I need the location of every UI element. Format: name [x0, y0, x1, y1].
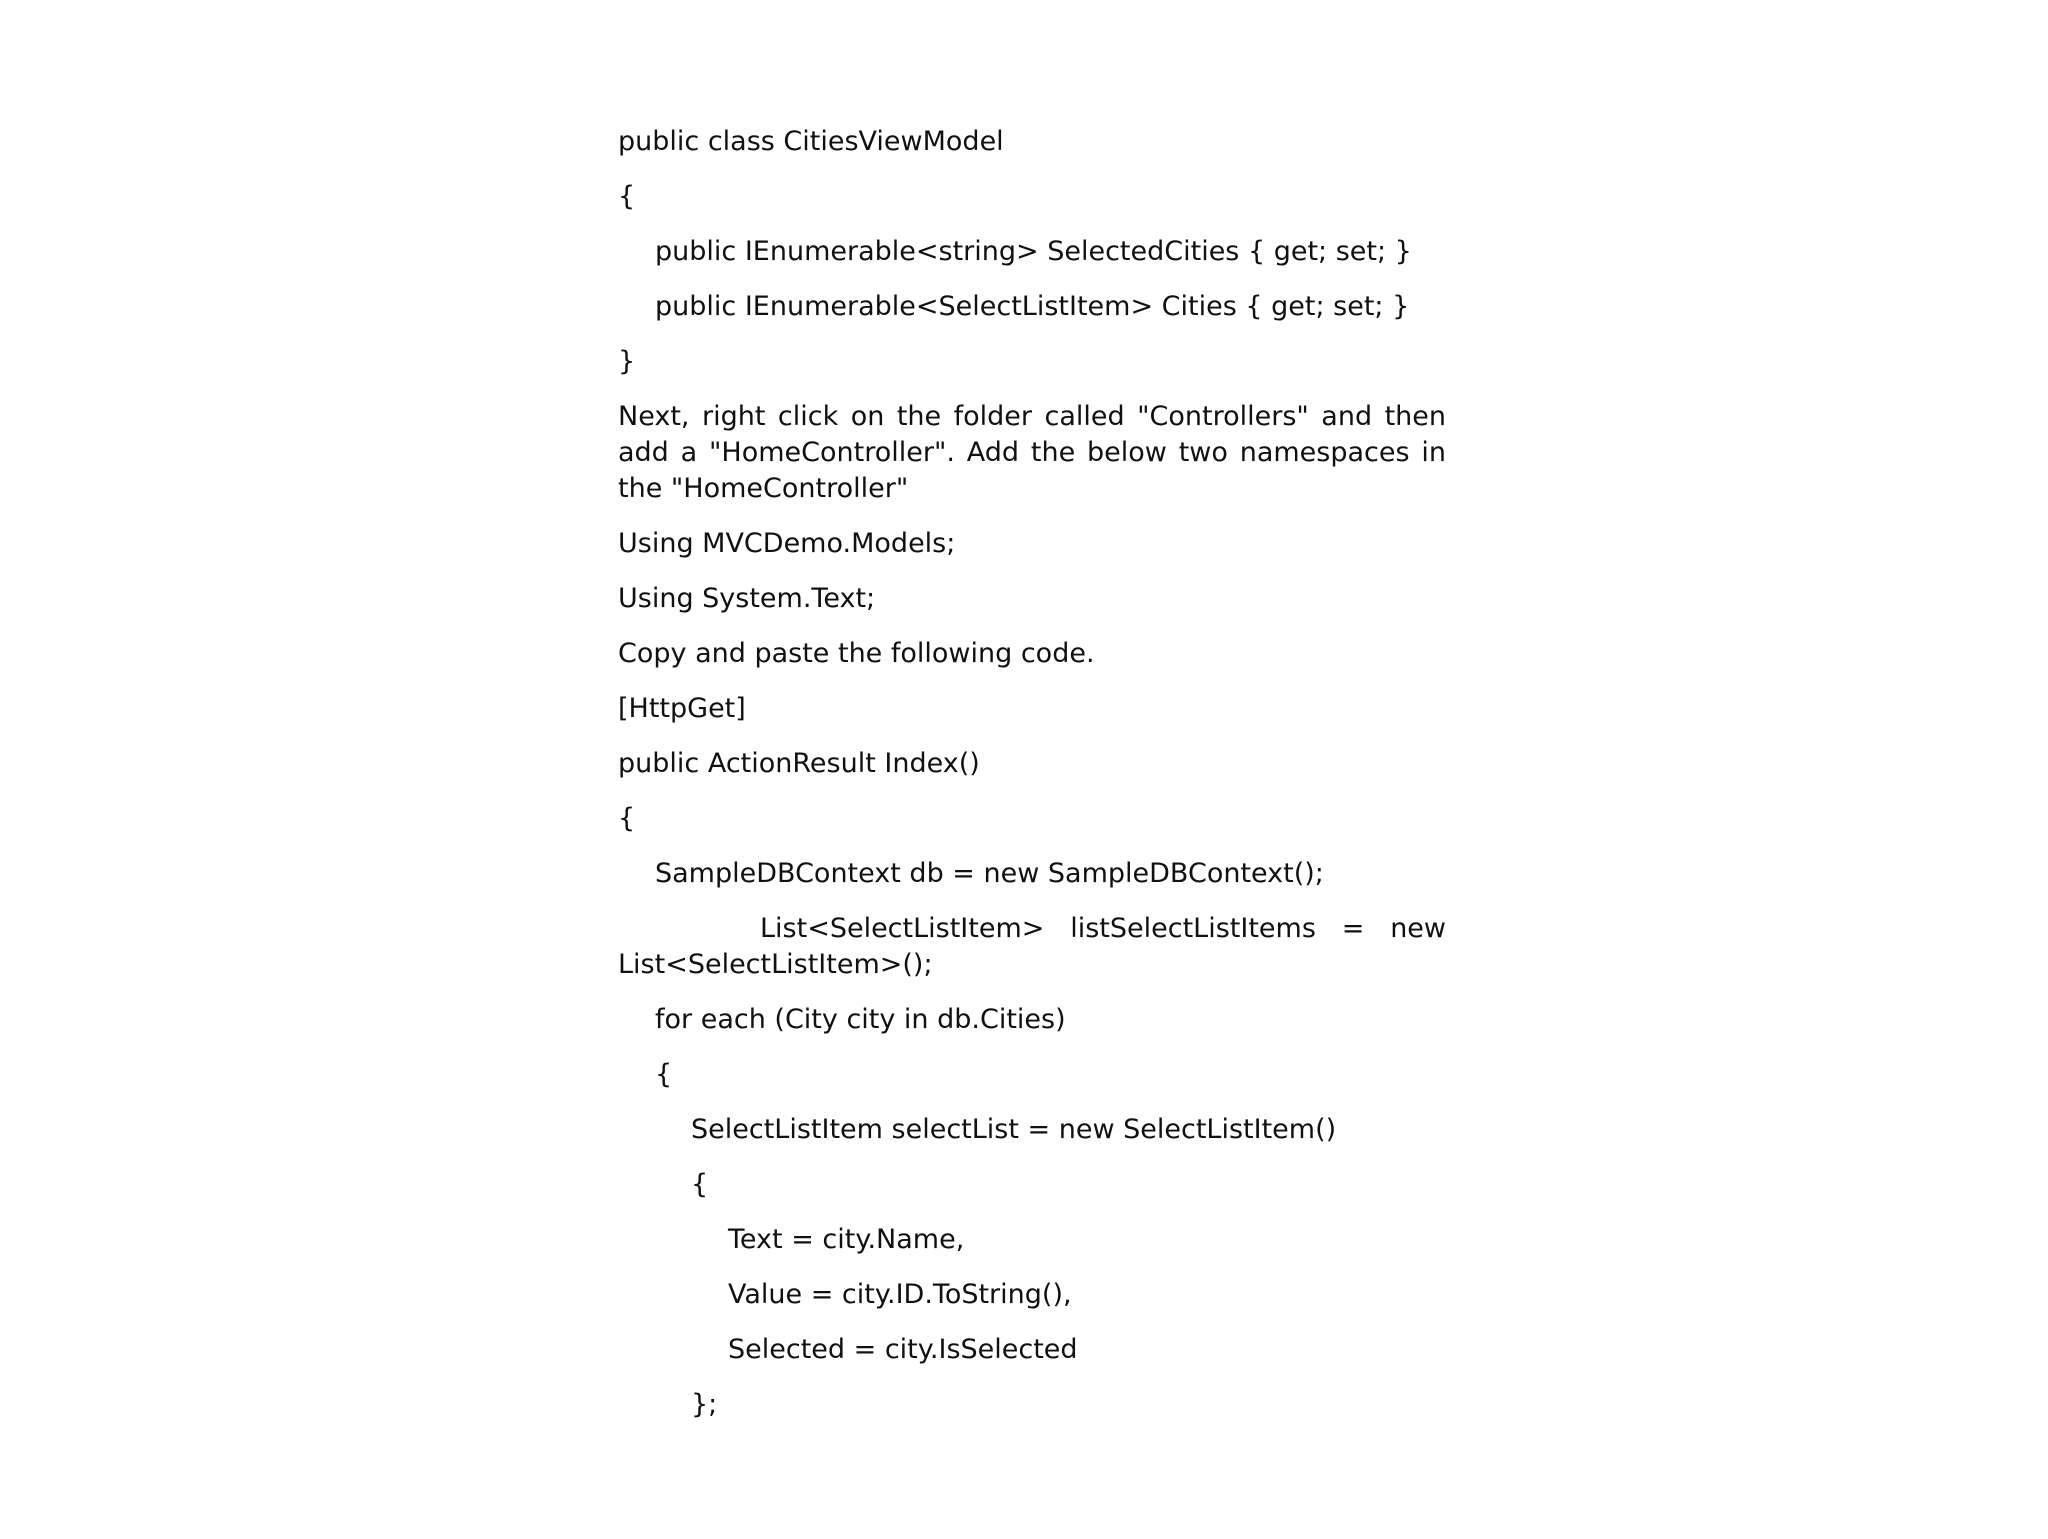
- document-page: [618, 124, 1446, 1442]
- code-line: {: [691, 1169, 709, 1200]
- code-line: public ActionResult Index(): [618, 748, 980, 779]
- code-line: public IEnumerable<SelectListItem> Cities { get; set; }: [655, 291, 1410, 322]
- instruction-line: Copy and paste the following code.: [618, 638, 1095, 669]
- code-line: [HttpGet]: [618, 693, 746, 724]
- code-line: }: [618, 346, 636, 377]
- code-line: Using System.Text;: [618, 583, 876, 614]
- instruction-paragraph: Next, right click on the folder called "Controllers" and then add a "HomeController". Add the below two namespaces in the "HomeController": [618, 401, 1446, 504]
- code-line: {: [618, 181, 636, 212]
- code-line: List<SelectListItem> listSelectListItems = new List<SelectListItem>();: [618, 913, 1446, 980]
- code-line: public IEnumerable<string> SelectedCities { get; set; }: [655, 236, 1412, 267]
- code-line: Using MVCDemo.Models;: [618, 528, 956, 559]
- code-line: Selected = city.IsSelected: [728, 1334, 1078, 1365]
- code-line: SelectListItem selectList = new SelectListItem(): [691, 1114, 1337, 1145]
- code-line: Value = city.ID.ToString(),: [728, 1279, 1072, 1310]
- code-line: };: [691, 1389, 718, 1420]
- code-line: SampleDBContext db = new SampleDBContext();: [655, 858, 1324, 889]
- code-line: Text = city.Name,: [728, 1224, 965, 1255]
- code-line: for each (City city in db.Cities): [655, 1004, 1066, 1035]
- code-line: {: [618, 803, 636, 834]
- code-line: public class CitiesViewModel: [618, 126, 1004, 157]
- code-line: {: [655, 1059, 673, 1090]
